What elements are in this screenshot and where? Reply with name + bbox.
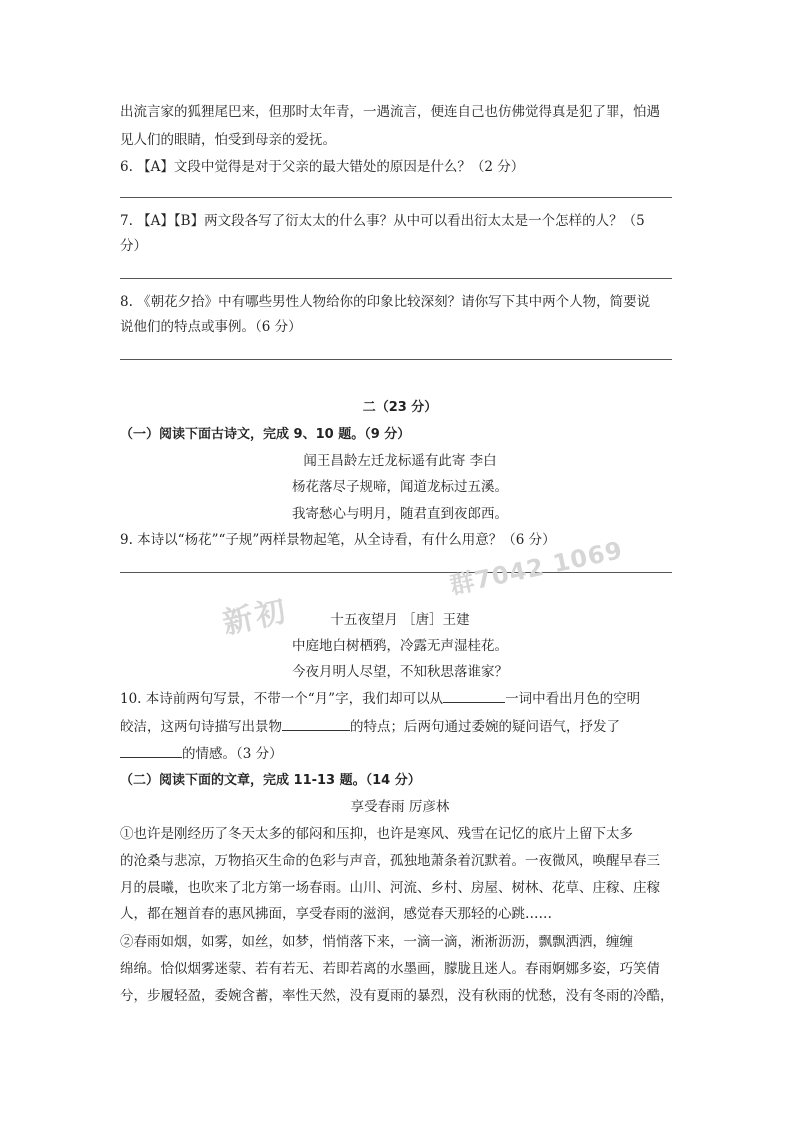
paragraph-line: 月的晨曦，也吹来了北方第一场春雨。山川、河流、乡村、房屋、树林、花草、庄稼、庄稼 <box>120 880 660 896</box>
paragraph-line: 人，都在翘首春的惠风拂面，享受春雨的滋润，感觉春天那轻的心跳…… <box>120 906 552 922</box>
paragraph-line: ②春雨如烟，如雾，如丝，如梦，悄悄落下来，一滴一滴，淅淅沥沥，飘飘洒洒，缠缠 <box>120 934 633 950</box>
question-10-text: 皎洁，这两句诗描写出景物 <box>120 719 282 735</box>
paragraph-line: 兮，步履轻盈，委婉含蓄，率性天然，没有夏雨的暴烈，没有秋雨的忧愁，没有冬雨的冷酷， <box>120 988 674 1004</box>
poem-line: 今夜月明人尽望，不知秋思落谁家？ <box>292 664 508 680</box>
part-heading: （一）阅读下面古诗文，完成 9、10 题。（9 分） <box>120 427 411 442</box>
paragraph-line: 的沧桑与悲凉，万物掐灭生命的色彩与声音，孤独地萧条着沉默着。一夜微风，唤醒早春三 <box>120 853 660 869</box>
answer-line <box>120 359 672 360</box>
question-10-cont <box>120 743 680 765</box>
part-heading: （二）阅读下面的文章，完成 11-13 题。（14 分） <box>120 773 421 788</box>
answer-line <box>120 278 672 279</box>
poem-line: 中庭地白树栖鸦，冷露无声湿桂花。 <box>292 638 508 654</box>
poem-line: 杨花落尽子规啼，闻道龙标过五溪。 <box>292 479 508 495</box>
poem-line: 我寄愁心与明月，随君直到夜郎西。 <box>292 506 508 522</box>
question-10-text: 的情感。（3 分） <box>182 746 283 762</box>
text-line: 出流言家的狐狸尾巴来，但那时太年青，一遇流言，便连自己也仿佛觉得真是犯了罪，怕遇 <box>120 104 660 120</box>
question-9: 9. 本诗以“杨花”“子规”两样景物起笔，从全诗看，有什么用意？（6 分） <box>120 532 556 548</box>
question-10-text: 10. 本诗前两句写景，不带一个“月”字，我们却可以从 <box>120 691 444 707</box>
answer-line <box>120 572 672 573</box>
answer-blank[interactable] <box>443 688 505 703</box>
section-heading: 二（23 分） <box>362 400 438 415</box>
poem-title: 十五夜望月 ［唐］王建 <box>330 612 470 628</box>
question-7: 7. 【A】【B】两文段各写了衍太太的什么事？从中可以看出衍太太是一个怎样的人？（5 <box>120 213 645 229</box>
watermark: 新初 <box>219 593 292 642</box>
text-line: 见人们的眼睛，怕受到母亲的爱抚。 <box>120 132 336 148</box>
question-8: 8. 《朝花夕拾》中有哪些男性人物给你的印象比较深刻？请你写下其中两个人物，简要说 <box>120 294 651 310</box>
question-6: 6. 【A】文段中觉得是对于父亲的最大错处的原因是什么？（2 分） <box>120 159 525 175</box>
question-10-text: 的特点；后两句通过委婉的疑问语气，抒发了 <box>350 719 620 735</box>
paragraph-line: ①也许是刚经历了冬天太多的郁闷和压抑，也许是寒风、残雪在记忆的底片上留下太多 <box>120 826 633 842</box>
paragraph-line: 绵绵。恰似烟雾迷蒙、若有若无、若即若离的水墨画，朦胧且迷人。春雨婀娜多姿，巧笑倩 <box>120 961 660 977</box>
answer-blank[interactable] <box>282 716 350 731</box>
answer-blank[interactable] <box>120 743 182 758</box>
question-10-cont <box>120 716 680 738</box>
question-7-cont: 分） <box>120 238 147 254</box>
watermark: 群7042 1069 <box>447 535 626 600</box>
essay-title: 享受春雨 厉彦林 <box>350 799 450 815</box>
poem-title: 闻王昌龄左迁龙标遥有此寄 李白 <box>303 453 497 469</box>
question-10-text: 一词中看出月色的空明 <box>505 691 641 707</box>
answer-line <box>120 197 672 198</box>
question-10 <box>120 688 680 710</box>
question-8-cont: 说他们的特点或事例。（6 分） <box>120 319 302 335</box>
